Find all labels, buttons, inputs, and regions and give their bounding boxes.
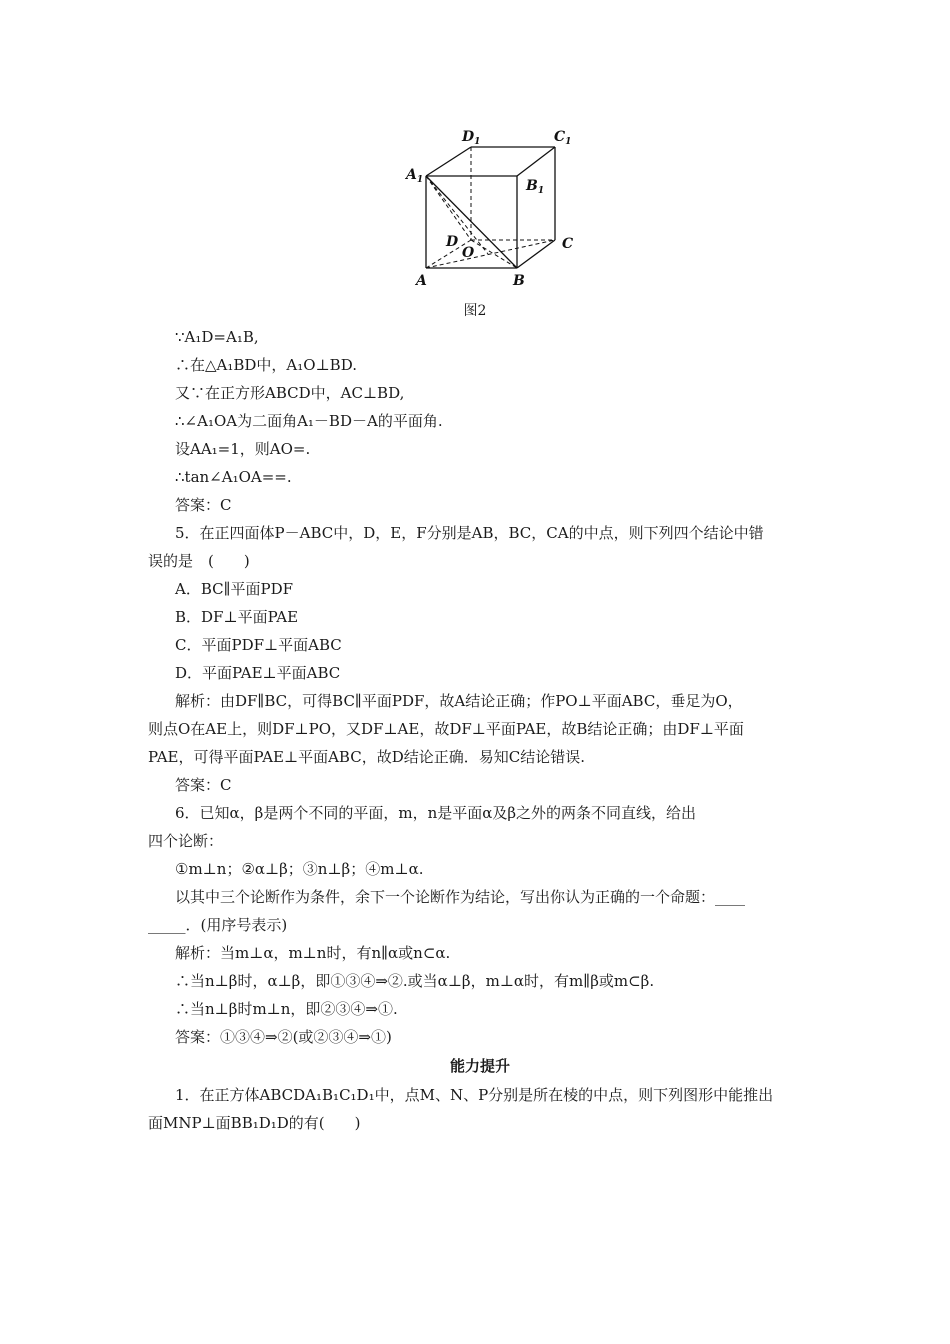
text-line: 6．已知α，β是两个不同的平面，m，n是平面α及β之外的两条不同直线，给出 — [175, 804, 697, 822]
solution-lines — [148, 323, 812, 1051]
cube-figure — [400, 122, 590, 297]
label-a: A — [416, 273, 427, 289]
text-line: 答案：C — [175, 776, 232, 794]
label-d: D — [446, 234, 459, 250]
text-line: 解析：当m⊥α，m⊥n时，有n∥α或n⊂α. — [175, 944, 451, 962]
label-c1: $C_1$ — [554, 129, 572, 147]
text-line: 解析：由DF∥BC，可得BC∥平面PDF，故A结论正确；作PO⊥平面ABC，垂足为O， — [175, 692, 743, 710]
text-line: C．平面PDF⊥平面ABC — [175, 636, 342, 654]
label-o: O — [462, 245, 475, 261]
body-text — [148, 323, 812, 1137]
label-c: C — [562, 236, 574, 252]
text-line: 以其中三个论断作为条件，余下一个论断作为结论，写出你认为正确的一个命题：____ — [175, 888, 746, 906]
text-line: ∴当n⊥β时，α⊥β，即①③④⇒②.或当α⊥β，m⊥α时，有m∥β或m⊂β. — [175, 972, 655, 990]
text-line: _____．(用序号表示) — [148, 916, 288, 934]
text-line: ∴当n⊥β时m⊥n，即②③④⇒①. — [175, 1000, 398, 1018]
cube-diagram — [400, 122, 590, 297]
text-line: ①m⊥n；②α⊥β；③n⊥β；④m⊥α. — [175, 860, 424, 878]
text-line: 答案：①③④⇒②(或②③④⇒①) — [175, 1028, 392, 1046]
text-line: B．DF⊥平面PAE — [175, 608, 299, 626]
section-heading: 能力提升 — [449, 1057, 510, 1075]
text-line: 误的是 ( ) — [148, 552, 250, 570]
text-line: 又∵在正方形ABCD中，AC⊥BD, — [175, 384, 405, 402]
text-line: 1．在正方体ABCDA₁B₁C₁D₁中，点M、N、P分别是所在棱的中点，则下列图形中能推出 — [175, 1086, 774, 1104]
text-line: 设AA₁=1，则AO=. — [175, 440, 311, 458]
figure-caption: 图2 — [463, 303, 487, 319]
text-line: D．平面PAE⊥平面ABC — [175, 664, 341, 682]
text-line: PAE，可得平面PAE⊥平面ABC，故D结论正确．易知C结论错误. — [148, 748, 585, 766]
label-b: B — [513, 273, 525, 289]
text-line: 则点O在AE上，则DF⊥PO，又DF⊥AE，故DF⊥平面PAE，故B结论正确；由DF⊥平面 — [148, 720, 744, 738]
label-a1: $A_1$ — [406, 167, 424, 185]
text-line: 四个论断： — [148, 832, 224, 850]
text-line: 面MNP⊥面BB₁D₁D的有( ) — [148, 1114, 361, 1132]
text-line: 5．在正四面体P－ABC中，D，E，F分别是AB，BC，CA的中点，则下列四个结论中错 — [175, 524, 764, 542]
label-d1: $D_1$ — [462, 129, 481, 147]
text-line: ∴在△A₁BD中，A₁O⊥BD. — [175, 356, 357, 374]
exercise-lines — [148, 1081, 812, 1137]
text-line: ∵A₁D=A₁B, — [175, 328, 259, 346]
label-b1: $B_1$ — [526, 178, 545, 196]
text-line: A．BC∥平面PDF — [175, 580, 294, 598]
text-line: ∴∠A₁OA为二面角A₁－BD－A的平面角. — [175, 412, 443, 430]
text-line: ∴tan∠A₁OA==. — [175, 468, 292, 486]
text-line: 答案：C — [175, 496, 232, 514]
